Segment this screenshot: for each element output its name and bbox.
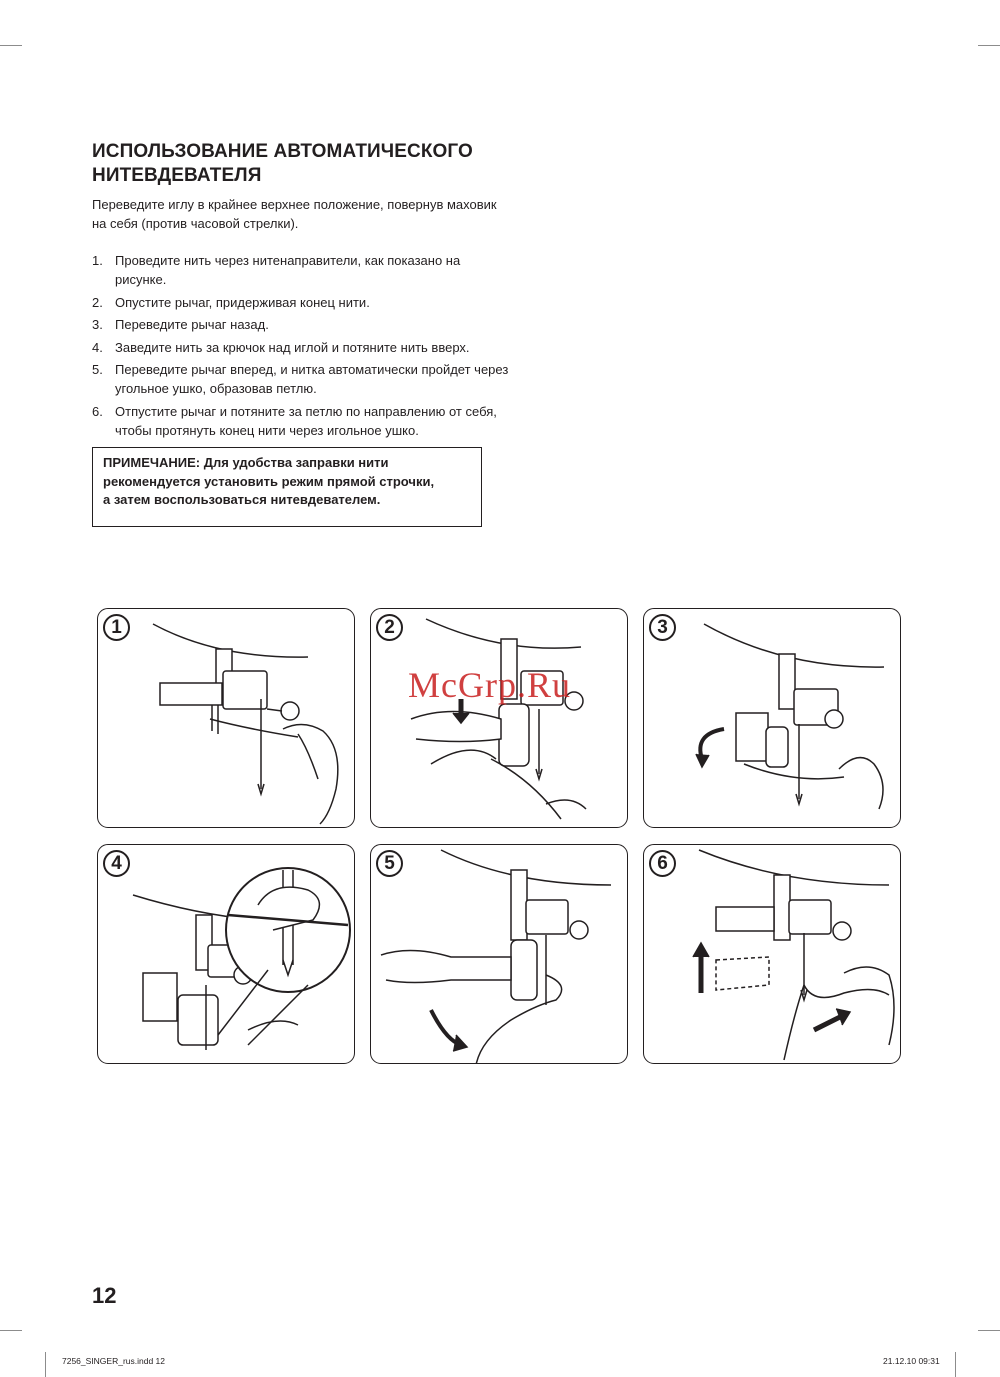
list-item bbox=[92, 360, 512, 398]
threading-illustration-4 bbox=[98, 845, 355, 1064]
list-item bbox=[92, 293, 512, 312]
print-slug-filename: 7256_SINGER_rus.indd 12 bbox=[62, 1356, 166, 1366]
step-text: Заведите нить за крючок над иглой и потяните нить вверх. bbox=[115, 339, 470, 355]
figure-panel-6 bbox=[643, 844, 901, 1064]
figure-number-badge: 3 bbox=[649, 614, 676, 641]
figure-number-badge: 1 bbox=[103, 614, 130, 641]
threading-illustration-3 bbox=[644, 609, 901, 828]
figure-panel-5 bbox=[370, 844, 628, 1064]
crop-mark bbox=[0, 45, 22, 46]
figure-number-badge: 5 bbox=[376, 850, 403, 877]
list-item bbox=[92, 251, 512, 289]
step-text: Опустите рычаг, придерживая конец нити. bbox=[115, 294, 370, 310]
step-number: 1. bbox=[92, 253, 103, 268]
step-number: 2. bbox=[92, 294, 103, 310]
title-line: ИСПОЛЬЗОВАНИЕ АВТОМАТИЧЕСКОГО bbox=[92, 141, 473, 162]
figure-number-badge: 2 bbox=[376, 614, 403, 641]
crop-mark bbox=[45, 1352, 46, 1377]
threading-illustration-2 bbox=[371, 609, 628, 828]
list-item bbox=[92, 402, 512, 440]
note-box bbox=[92, 447, 482, 527]
print-slug-timestamp: 21.12.10 09:31 bbox=[883, 1356, 940, 1366]
figure-panel-1 bbox=[97, 608, 355, 828]
step-text: Переведите рычаг назад. bbox=[115, 317, 269, 332]
step-text: Отпустите рычаг и потяните за петлю по направлению от себя, чтобы протянуть конец нити через игольное ушко. bbox=[115, 403, 497, 438]
figure-panel-3 bbox=[643, 608, 901, 828]
watermark: McGrp.Ru bbox=[408, 665, 571, 705]
note-line: а затем воспользоваться нитевдевателем. bbox=[103, 492, 381, 507]
crop-mark bbox=[978, 1330, 1000, 1331]
note-line: ПРИМЕЧАНИЕ: Для удобства заправки нити bbox=[103, 455, 389, 470]
threading-illustration-5 bbox=[371, 845, 628, 1064]
crop-mark bbox=[955, 1352, 956, 1377]
intro-text: Переведите иглу в крайнее верхнее положение, повернув маховик на себя (против часовой стрелки). bbox=[92, 197, 497, 231]
step-number: 5. bbox=[92, 362, 103, 377]
figure-panel-2 bbox=[370, 608, 628, 828]
crop-mark bbox=[978, 45, 1000, 46]
figure-panel-4 bbox=[97, 844, 355, 1064]
step-number: 3. bbox=[92, 317, 103, 332]
list-item bbox=[92, 338, 512, 357]
page-title bbox=[92, 140, 612, 188]
crop-mark bbox=[0, 1330, 22, 1331]
step-number: 6. bbox=[92, 403, 103, 419]
step-text: Проведите нить через нитенаправители, как показано на рисунке. bbox=[115, 253, 461, 287]
figure-number-badge: 6 bbox=[649, 850, 676, 877]
step-text: Переведите рычаг вперед, и нитка автоматически пройдет через угольное ушко, образовав петлю. bbox=[115, 362, 509, 396]
steps-list bbox=[92, 251, 512, 443]
list-item bbox=[92, 315, 512, 334]
threading-illustration-6 bbox=[644, 845, 901, 1064]
note-line: рекомендуется установить режим прямой строчки, bbox=[103, 473, 435, 489]
page-number: 12 bbox=[92, 1283, 117, 1308]
threading-illustration-1 bbox=[98, 609, 355, 828]
title-line: НИТЕВДЕВАТЕЛЯ bbox=[92, 165, 262, 186]
figure-number-badge: 4 bbox=[103, 850, 130, 877]
step-number: 4. bbox=[92, 339, 103, 355]
